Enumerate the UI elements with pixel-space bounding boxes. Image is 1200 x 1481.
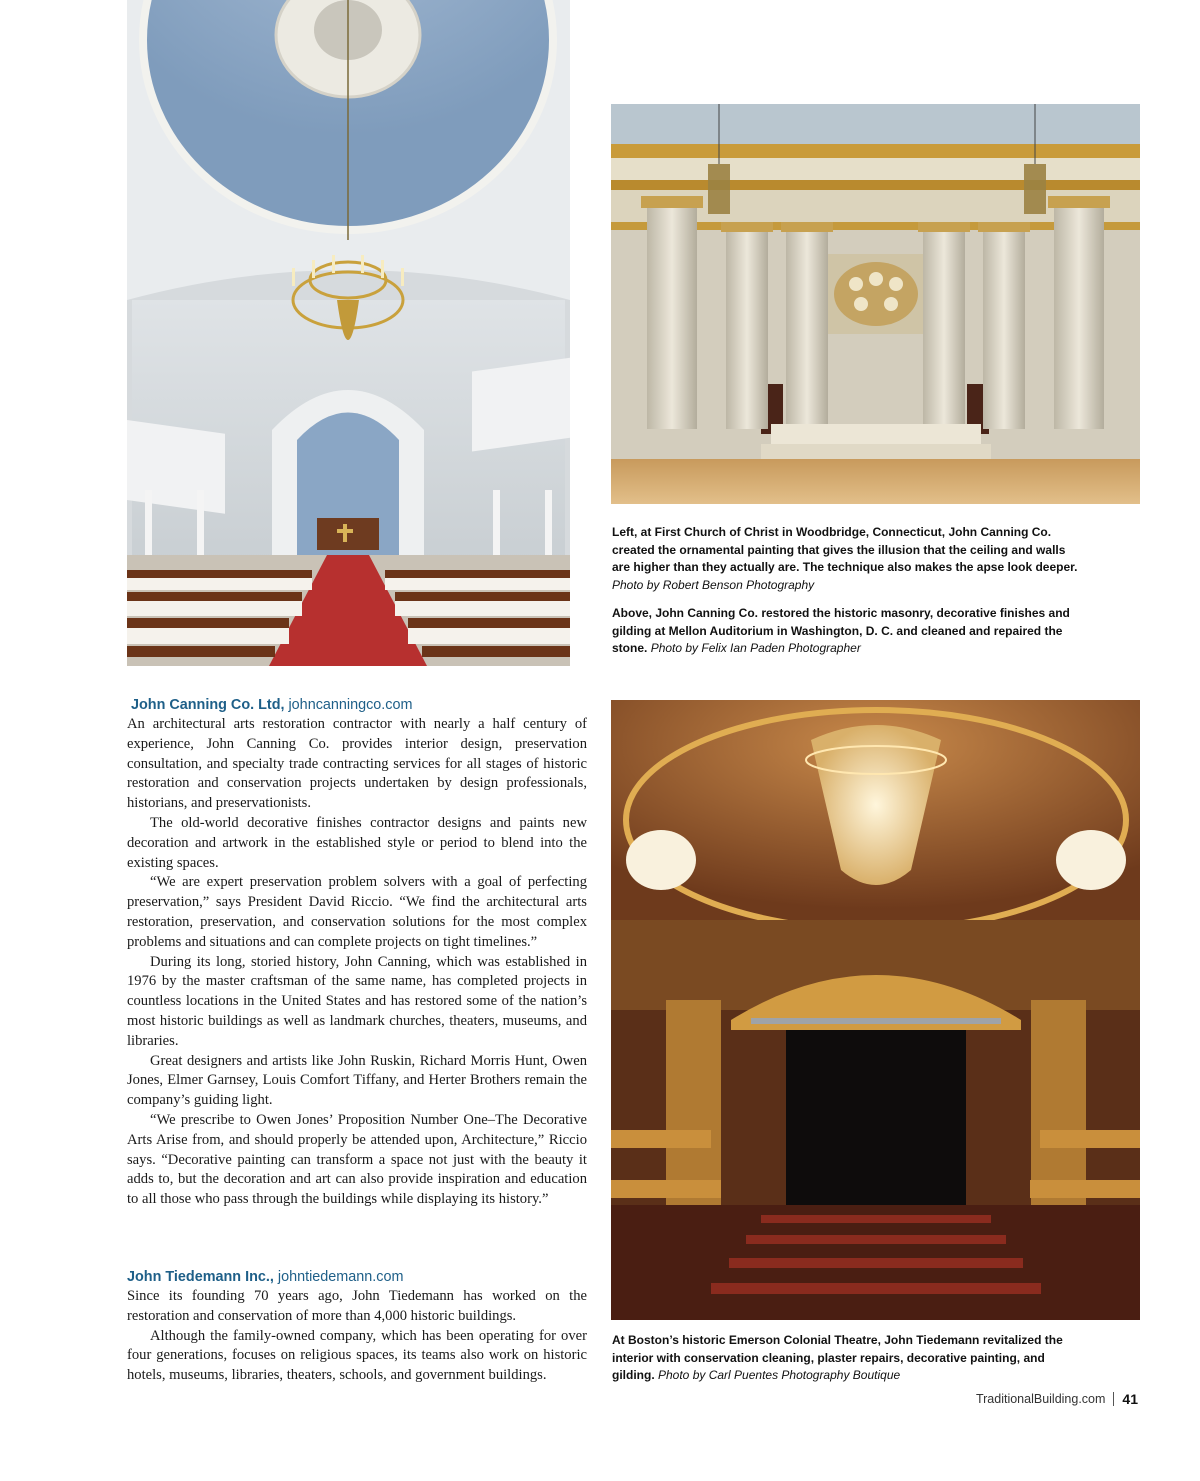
body-paragraph: “We are expert preservation problem solvers with a goal of perfecting preservation,” says President David Riccio. “We find the architectural arts restoration, preservation, and conservation solutions for the most complex problems and situations and can complete projects on tight timelines.”	[127, 874, 587, 950]
church-interior-photo	[127, 0, 570, 666]
company-heading-canning	[127, 696, 587, 715]
company-heading-tiedemann	[127, 1268, 587, 1287]
caption-theatre-credit: Photo by Carl Puentes Photography Boutique	[658, 1368, 901, 1382]
body-paragraph: Although the family-owned company, which has been operating for over four generations, focuses on religious spaces, its teams also work on historic hotels, museums, libraries, theaters, schools, and government buildings.	[127, 1327, 587, 1384]
company-name: John Canning Co. Ltd,	[131, 697, 285, 713]
caption-theatre-photo	[612, 1332, 1082, 1385]
mellon-auditorium-photo	[611, 104, 1140, 504]
page-footer	[976, 1391, 1138, 1407]
company-website-link[interactable]: johntiedemann.com	[277, 1269, 404, 1285]
footer-site-name: TraditionalBuilding.com	[975, 1392, 1106, 1406]
footer-divider	[1113, 1392, 1114, 1406]
article-john-tiedemann	[127, 1268, 587, 1386]
body-paragraph: An architectural arts restoration contractor with nearly a half century of experience, John Canning Co. provides interior design, preservation consultation, and specialty trade contracting services for all stages of historic restoration and conservation projects undertaken by design professionals, historians, and preservationists.	[127, 716, 587, 812]
body-paragraph: “We prescribe to Owen Jones’ Proposition Number One–The Decorative Arts Arise from, and should properly be attended upon, Architecture,” Riccio says. “Decorative painting can transform a space not just with the beauty it adds to, but the decoration and art can also provide inspiration and education to all those who pass through the buildings while displaying its history.”	[127, 1111, 587, 1208]
body-paragraph: Since its founding 70 years ago, John Tiedemann has worked on the restoration and conservation of more than 4,000 historic buildings.	[127, 1288, 587, 1324]
caption-mellon-text: Above, John Canning Co. restored the historic masonry, decorative finishes and gilding at Mellon Auditorium in Washington, D. C. and cleaned and repaired the stone.	[612, 606, 1070, 655]
company-name: John Tiedemann Inc.,	[127, 1269, 274, 1285]
body-paragraph: The old-world decorative finishes contractor designs and paints new decoration and artwork in the established style or period to blend into the existing spaces.	[127, 814, 587, 871]
caption-theatre-text: At Boston’s historic Emerson Colonial Theatre, John Tiedemann revitalized the interior with conservation cleaning, plaster repairs, decorative painting, and gilding.	[612, 1333, 1063, 1382]
caption-church-credit: Photo by Robert Benson Photography	[612, 577, 815, 592]
caption-church-text: Left, at First Church of Christ in Woodbridge, Connecticut, John Canning Co. created the ornamental painting that gives the illusion that the ceiling and walls are higher than they actually are. The technique also makes the apse look deeper.	[612, 525, 1078, 574]
caption-mellon-credit: Photo by Felix Ian Paden Photographer	[650, 641, 861, 655]
page-number: 41	[1122, 1391, 1138, 1407]
body-paragraph: Great designers and artists like John Ruskin, Richard Morris Hunt, Owen Jones, Elmer Garnsey, Louis Comfort Tiffany, and Herter Brothers remain the company’s guiding light.	[127, 1052, 587, 1109]
caption-church-photo	[612, 524, 1082, 594]
article-john-canning	[127, 696, 587, 1210]
emerson-colonial-theatre-photo	[611, 700, 1140, 1320]
body-paragraph: During its long, storied history, John Canning, which was established in 1976 by the master craftsman of the same name, has completed projects in countless locations in the United States and has restored some of the nation’s most historic buildings as well as landmark churches, theaters, museums, and libraries.	[127, 953, 587, 1049]
company-website-link[interactable]: johncanningco.com	[288, 697, 413, 713]
caption-mellon-photo	[612, 605, 1082, 658]
